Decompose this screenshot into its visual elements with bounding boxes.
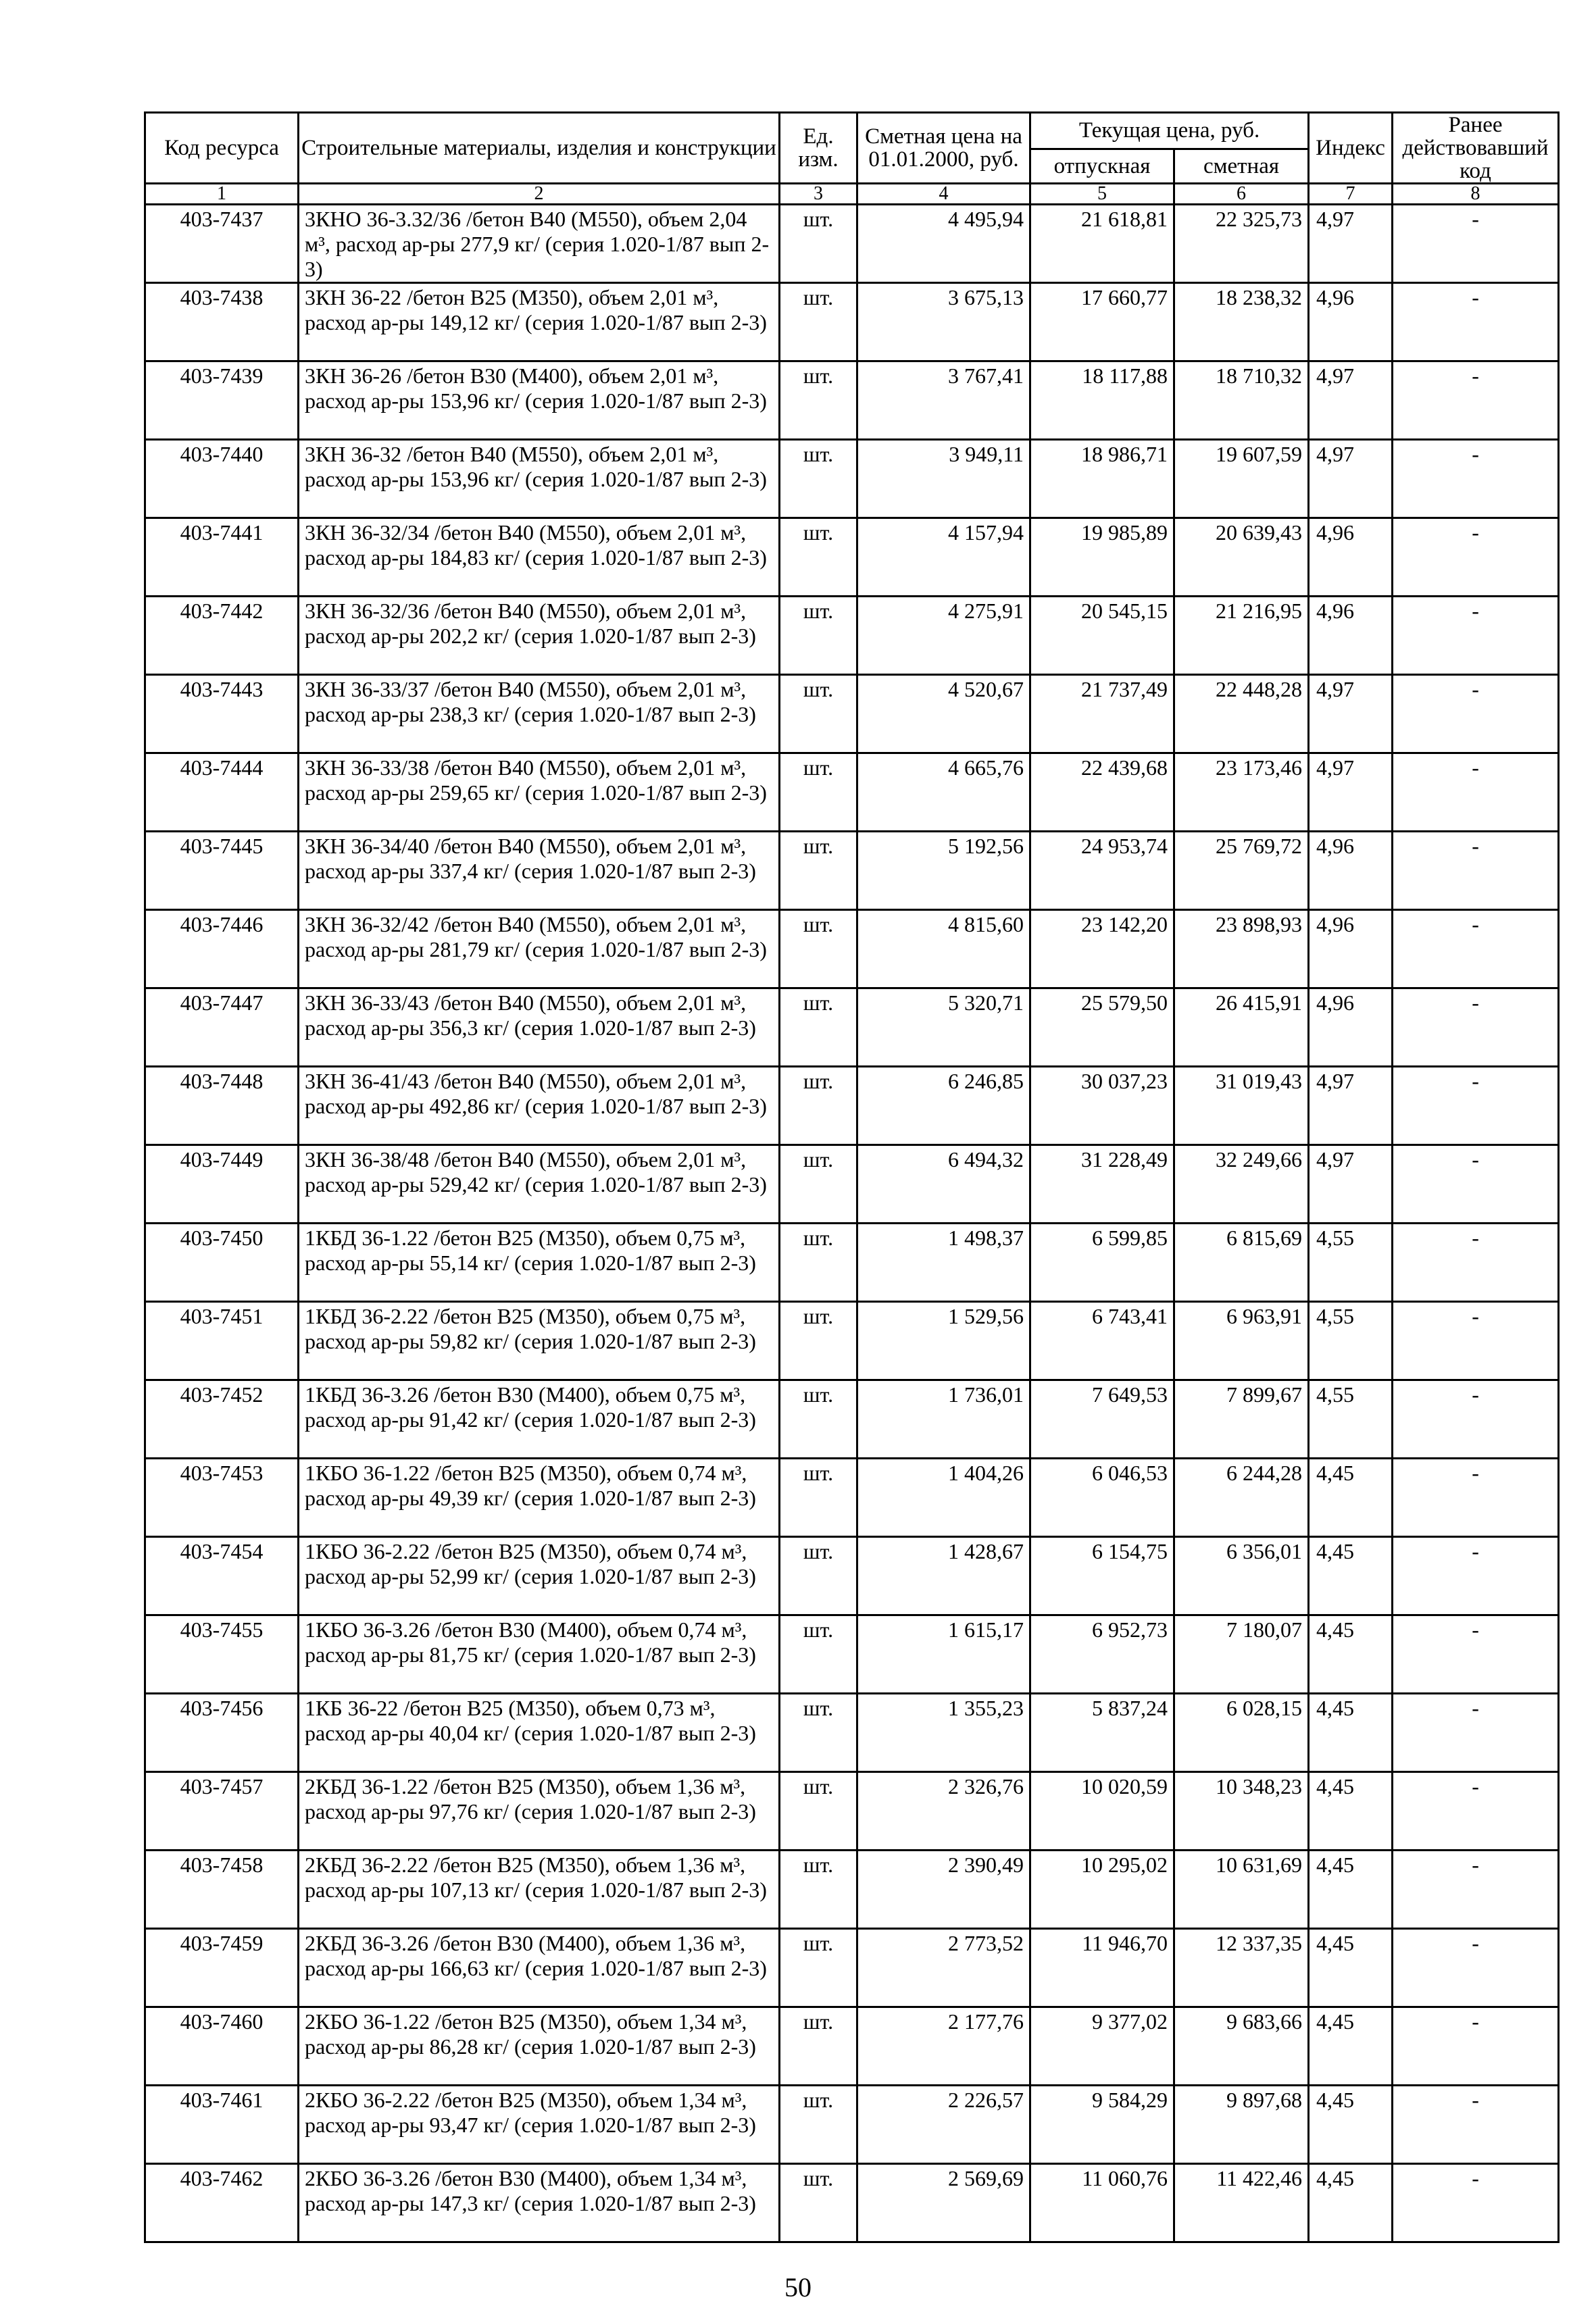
base-price-cell: 1 404,26 (857, 1459, 1030, 1537)
unit-cell: шт. (780, 910, 857, 988)
column-number: 5 (1030, 184, 1174, 205)
base-price-cell: 2 177,76 (857, 2007, 1030, 2086)
material-description-cell: 3КН 36-32 /бетон В40 (М550), объем 2,01 м³, расход ар-ры 153,96 кг/ (серия 1.020-1/87 вып 2-3) (299, 440, 780, 518)
table-row (145, 1224, 1559, 1302)
index-cell: 4,96 (1309, 283, 1393, 361)
index-cell: 4,96 (1309, 518, 1393, 597)
resource-code-cell: 403-7458 (145, 1851, 299, 1929)
estimate-price-cell: 7 180,07 (1174, 1615, 1309, 1694)
material-description-cell: 2КБД 36-3.26 /бетон В30 (М400), объем 1,36 м³, расход ар-ры 166,63 кг/ (серия 1.020-1/87 вып 2-3) (299, 1929, 780, 2007)
previous-code-cell: - (1393, 988, 1559, 1067)
release-price-cell: 5 837,24 (1030, 1694, 1174, 1772)
previous-code-cell: - (1393, 1537, 1559, 1615)
previous-code-cell: - (1393, 2164, 1559, 2242)
resource-code-cell: 403-7462 (145, 2164, 299, 2242)
estimate-price-cell: 26 415,91 (1174, 988, 1309, 1067)
estimate-price-cell: 7 899,67 (1174, 1380, 1309, 1459)
previous-code-cell: - (1393, 1145, 1559, 1224)
previous-code-cell: - (1393, 1067, 1559, 1145)
base-price-cell: 5 320,71 (857, 988, 1030, 1067)
index-cell: 4,45 (1309, 1615, 1393, 1694)
material-description-cell: 3КН 36-34/40 /бетон В40 (М550), объем 2,01 м³, расход ар-ры 337,4 кг/ (серия 1.020-1/87 вып 2-3) (299, 832, 780, 910)
estimate-price-cell: 9 683,66 (1174, 2007, 1309, 2086)
index-cell: 4,45 (1309, 1929, 1393, 2007)
column-number-row (145, 184, 1559, 205)
unit-cell: шт. (780, 1929, 857, 2007)
release-price-cell: 6 154,75 (1030, 1537, 1174, 1615)
index-cell: 4,97 (1309, 753, 1393, 832)
unit-cell: шт. (780, 2164, 857, 2242)
previous-code-cell: - (1393, 753, 1559, 832)
material-description-cell: 1КБД 36-1.22 /бетон В25 (М350), объем 0,75 м³, расход ар-ры 55,14 кг/ (серия 1.020-1/87 вып 2-3) (299, 1224, 780, 1302)
resource-code-cell: 403-7460 (145, 2007, 299, 2086)
estimate-price-cell: 18 710,32 (1174, 361, 1309, 440)
resource-code-cell: 403-7454 (145, 1537, 299, 1615)
resource-code-cell: 403-7438 (145, 283, 299, 361)
release-price-cell: 6 743,41 (1030, 1302, 1174, 1380)
column-number: 3 (780, 184, 857, 205)
table-row (145, 1380, 1559, 1459)
estimate-price-cell: 6 356,01 (1174, 1537, 1309, 1615)
header-unit: Ед. изм. (780, 113, 857, 184)
estimate-price-cell: 22 325,73 (1174, 205, 1309, 283)
page-number: 50 (784, 2272, 812, 2303)
header-materials: Строительные материалы, изделия и конструкции (299, 113, 780, 184)
resource-code-cell: 403-7442 (145, 597, 299, 675)
index-cell: 4,96 (1309, 988, 1393, 1067)
previous-code-cell: - (1393, 1380, 1559, 1459)
estimate-price-cell: 6 815,69 (1174, 1224, 1309, 1302)
estimate-price-cell: 21 216,95 (1174, 597, 1309, 675)
column-number: 2 (299, 184, 780, 205)
table-body (145, 205, 1559, 2242)
estimate-price-cell: 25 769,72 (1174, 832, 1309, 910)
base-price-cell: 4 520,67 (857, 675, 1030, 753)
unit-cell: шт. (780, 1459, 857, 1537)
unit-cell: шт. (780, 518, 857, 597)
index-cell: 4,96 (1309, 910, 1393, 988)
unit-cell: шт. (780, 1067, 857, 1145)
table-row (145, 675, 1559, 753)
material-description-cell: 1КБО 36-2.22 /бетон В25 (М350), объем 0,74 м³, расход ар-ры 52,99 кг/ (серия 1.020-1/87 вып 2-3) (299, 1537, 780, 1615)
base-price-cell: 1 736,01 (857, 1380, 1030, 1459)
table-row (145, 205, 1559, 283)
unit-cell: шт. (780, 988, 857, 1067)
resource-code-cell: 403-7444 (145, 753, 299, 832)
table-row (145, 753, 1559, 832)
release-price-cell: 22 439,68 (1030, 753, 1174, 832)
resource-code-cell: 403-7437 (145, 205, 299, 283)
resource-code-cell: 403-7461 (145, 2086, 299, 2164)
material-description-cell: 2КБО 36-2.22 /бетон В25 (М350), объем 1,34 м³, расход ар-ры 93,47 кг/ (серия 1.020-1/87 вып 2-3) (299, 2086, 780, 2164)
table-row (145, 1772, 1559, 1851)
estimate-price-cell: 6 963,91 (1174, 1302, 1309, 1380)
material-description-cell: 3КН 36-32/42 /бетон В40 (М550), объем 2,01 м³, расход ар-ры 281,79 кг/ (серия 1.020-1/87 вып 2-3) (299, 910, 780, 988)
release-price-cell: 24 953,74 (1030, 832, 1174, 910)
base-price-cell: 2 326,76 (857, 1772, 1030, 1851)
estimate-price-cell: 18 238,32 (1174, 283, 1309, 361)
previous-code-cell: - (1393, 1694, 1559, 1772)
unit-cell: шт. (780, 1302, 857, 1380)
release-price-cell: 11 946,70 (1030, 1929, 1174, 2007)
estimate-price-cell: 32 249,66 (1174, 1145, 1309, 1224)
material-description-cell: 2КБО 36-1.22 /бетон В25 (М350), объем 1,34 м³, расход ар-ры 86,28 кг/ (серия 1.020-1/87 вып 2-3) (299, 2007, 780, 2086)
estimate-price-cell: 6 028,15 (1174, 1694, 1309, 1772)
index-cell: 4,45 (1309, 1537, 1393, 1615)
unit-cell: шт. (780, 283, 857, 361)
unit-cell: шт. (780, 1772, 857, 1851)
resource-code-cell: 403-7449 (145, 1145, 299, 1224)
table-row (145, 910, 1559, 988)
previous-code-cell: - (1393, 597, 1559, 675)
estimate-price-cell: 20 639,43 (1174, 518, 1309, 597)
index-cell: 4,45 (1309, 2007, 1393, 2086)
column-number: 4 (857, 184, 1030, 205)
table-row (145, 1302, 1559, 1380)
material-description-cell: 3КНО 36-3.32/36 /бетон В40 (М550), объем 2,04 м³, расход ар-ры 277,9 кг/ (серия 1.020-1/87 вып 2-3) (299, 205, 780, 283)
index-cell: 4,97 (1309, 440, 1393, 518)
previous-code-cell: - (1393, 1929, 1559, 2007)
estimate-price-cell: 22 448,28 (1174, 675, 1309, 753)
previous-code-cell: - (1393, 283, 1559, 361)
table-row (145, 1459, 1559, 1537)
base-price-cell: 4 665,76 (857, 753, 1030, 832)
table-row (145, 1145, 1559, 1224)
previous-code-cell: - (1393, 1302, 1559, 1380)
unit-cell: шт. (780, 1145, 857, 1224)
header-current-price: Текущая цена, руб. (1030, 113, 1309, 149)
previous-code-cell: - (1393, 205, 1559, 283)
material-description-cell: 3КН 36-22 /бетон В25 (М350), объем 2,01 м³, расход ар-ры 149,12 кг/ (серия 1.020-1/87 вып 2-3) (299, 283, 780, 361)
price-table (144, 111, 1560, 2243)
unit-cell: шт. (780, 597, 857, 675)
table-row (145, 440, 1559, 518)
index-cell: 4,97 (1309, 205, 1393, 283)
index-cell: 4,55 (1309, 1224, 1393, 1302)
unit-cell: шт. (780, 1851, 857, 1929)
unit-cell: шт. (780, 1537, 857, 1615)
resource-code-cell: 403-7452 (145, 1380, 299, 1459)
previous-code-cell: - (1393, 518, 1559, 597)
previous-code-cell: - (1393, 440, 1559, 518)
material-description-cell: 3КН 36-26 /бетон В30 (М400), объем 2,01 м³, расход ар-ры 153,96 кг/ (серия 1.020-1/87 вып 2-3) (299, 361, 780, 440)
material-description-cell: 3КН 36-41/43 /бетон В40 (М550), объем 2,01 м³, расход ар-ры 492,86 кг/ (серия 1.020-1/87 вып 2-3) (299, 1067, 780, 1145)
previous-code-cell: - (1393, 832, 1559, 910)
resource-code-cell: 403-7443 (145, 675, 299, 753)
material-description-cell: 3КН 36-32/34 /бетон В40 (М550), объем 2,01 м³, расход ар-ры 184,83 кг/ (серия 1.020-1/87 вып 2-3) (299, 518, 780, 597)
previous-code-cell: - (1393, 2086, 1559, 2164)
release-price-cell: 30 037,23 (1030, 1067, 1174, 1145)
unit-cell: шт. (780, 1224, 857, 1302)
resource-code-cell: 403-7451 (145, 1302, 299, 1380)
release-price-cell: 6 952,73 (1030, 1615, 1174, 1694)
resource-code-cell: 403-7457 (145, 1772, 299, 1851)
index-cell: 4,97 (1309, 1145, 1393, 1224)
unit-cell: шт. (780, 2007, 857, 2086)
base-price-cell: 3 767,41 (857, 361, 1030, 440)
resource-code-cell: 403-7446 (145, 910, 299, 988)
base-price-cell: 1 615,17 (857, 1615, 1030, 1694)
table-row (145, 361, 1559, 440)
material-description-cell: 2КБД 36-1.22 /бетон В25 (М350), объем 1,36 м³, расход ар-ры 97,76 кг/ (серия 1.020-1/87 вып 2-3) (299, 1772, 780, 1851)
base-price-cell: 2 569,69 (857, 2164, 1030, 2242)
table-row (145, 597, 1559, 675)
previous-code-cell: - (1393, 910, 1559, 988)
release-price-cell: 9 584,29 (1030, 2086, 1174, 2164)
material-description-cell: 3КН 36-33/43 /бетон В40 (М550), объем 2,01 м³, расход ар-ры 356,3 кг/ (серия 1.020-1/87 вып 2-3) (299, 988, 780, 1067)
index-cell: 4,45 (1309, 1851, 1393, 1929)
resource-code-cell: 403-7440 (145, 440, 299, 518)
index-cell: 4,45 (1309, 2086, 1393, 2164)
header-base-price: Сметная цена на 01.01.2000, руб. (857, 113, 1030, 184)
release-price-cell: 18 986,71 (1030, 440, 1174, 518)
table-row (145, 1615, 1559, 1694)
material-description-cell: 2КБО 36-3.26 /бетон В30 (М400), объем 1,34 м³, расход ар-ры 147,3 кг/ (серия 1.020-1/87 вып 2-3) (299, 2164, 780, 2242)
release-price-cell: 19 985,89 (1030, 518, 1174, 597)
base-price-cell: 2 390,49 (857, 1851, 1030, 1929)
table-row (145, 2164, 1559, 2242)
unit-cell: шт. (780, 361, 857, 440)
estimate-price-cell: 19 607,59 (1174, 440, 1309, 518)
material-description-cell: 3КН 36-33/38 /бетон В40 (М550), объем 2,01 м³, расход ар-ры 259,65 кг/ (серия 1.020-1/87 вып 2-3) (299, 753, 780, 832)
unit-cell: шт. (780, 753, 857, 832)
estimate-price-cell: 9 897,68 (1174, 2086, 1309, 2164)
column-number: 1 (145, 184, 299, 205)
release-price-cell: 18 117,88 (1030, 361, 1174, 440)
estimate-price-cell: 10 631,69 (1174, 1851, 1309, 1929)
release-price-cell: 10 295,02 (1030, 1851, 1174, 1929)
table-row (145, 518, 1559, 597)
release-price-cell: 21 737,49 (1030, 675, 1174, 753)
estimate-price-cell: 6 244,28 (1174, 1459, 1309, 1537)
table-row (145, 1929, 1559, 2007)
table-row (145, 1067, 1559, 1145)
index-cell: 4,55 (1309, 1380, 1393, 1459)
base-price-cell: 6 494,32 (857, 1145, 1030, 1224)
base-price-cell: 2 226,57 (857, 2086, 1030, 2164)
table-row (145, 1851, 1559, 1929)
table-row (145, 988, 1559, 1067)
table-row (145, 1537, 1559, 1615)
header-index: Индекс (1309, 113, 1393, 184)
unit-cell: шт. (780, 1694, 857, 1772)
column-number: 7 (1309, 184, 1393, 205)
base-price-cell: 1 529,56 (857, 1302, 1030, 1380)
index-cell: 4,55 (1309, 1302, 1393, 1380)
table-row (145, 2007, 1559, 2086)
release-price-cell: 31 228,49 (1030, 1145, 1174, 1224)
index-cell: 4,97 (1309, 1067, 1393, 1145)
previous-code-cell: - (1393, 2007, 1559, 2086)
release-price-cell: 23 142,20 (1030, 910, 1174, 988)
unit-cell: шт. (780, 1615, 857, 1694)
release-price-cell: 6 599,85 (1030, 1224, 1174, 1302)
index-cell: 4,96 (1309, 597, 1393, 675)
table-row (145, 283, 1559, 361)
resource-code-cell: 403-7448 (145, 1067, 299, 1145)
release-price-cell: 7 649,53 (1030, 1380, 1174, 1459)
release-price-cell: 6 046,53 (1030, 1459, 1174, 1537)
header-release-price: отпускная (1030, 149, 1174, 183)
index-cell: 4,45 (1309, 1459, 1393, 1537)
base-price-cell: 3 675,13 (857, 283, 1030, 361)
base-price-cell: 5 192,56 (857, 832, 1030, 910)
base-price-cell: 4 495,94 (857, 205, 1030, 283)
index-cell: 4,45 (1309, 2164, 1393, 2242)
base-price-cell: 4 275,91 (857, 597, 1030, 675)
unit-cell: шт. (780, 675, 857, 753)
resource-code-cell: 403-7445 (145, 832, 299, 910)
resource-code-cell: 403-7456 (145, 1694, 299, 1772)
material-description-cell: 1КБО 36-1.22 /бетон В25 (М350), объем 0,74 м³, расход ар-ры 49,39 кг/ (серия 1.020-1/87 вып 2-3) (299, 1459, 780, 1537)
index-cell: 4,45 (1309, 1772, 1393, 1851)
resource-code-cell: 403-7455 (145, 1615, 299, 1694)
resource-code-cell: 403-7450 (145, 1224, 299, 1302)
material-description-cell: 3КН 36-33/37 /бетон В40 (М550), объем 2,01 м³, расход ар-ры 238,3 кг/ (серия 1.020-1/87 вып 2-3) (299, 675, 780, 753)
material-description-cell: 1КБ 36-22 /бетон В25 (М350), объем 0,73 м³, расход ар-ры 40,04 кг/ (серия 1.020-1/87 вып 2-3) (299, 1694, 780, 1772)
release-price-cell: 11 060,76 (1030, 2164, 1174, 2242)
release-price-cell: 10 020,59 (1030, 1772, 1174, 1851)
base-price-cell: 3 949,11 (857, 440, 1030, 518)
previous-code-cell: - (1393, 1224, 1559, 1302)
release-price-cell: 17 660,77 (1030, 283, 1174, 361)
price-table-sheet (144, 111, 1557, 2243)
index-cell: 4,97 (1309, 361, 1393, 440)
index-cell: 4,45 (1309, 1694, 1393, 1772)
header-estimate-price: сметная (1174, 149, 1309, 183)
previous-code-cell: - (1393, 1615, 1559, 1694)
estimate-price-cell: 23 173,46 (1174, 753, 1309, 832)
header-previous-code: Ранее действовавший код (1393, 113, 1559, 184)
previous-code-cell: - (1393, 1851, 1559, 1929)
table-row (145, 2086, 1559, 2164)
resource-code-cell: 403-7439 (145, 361, 299, 440)
previous-code-cell: - (1393, 1772, 1559, 1851)
base-price-cell: 4 157,94 (857, 518, 1030, 597)
previous-code-cell: - (1393, 361, 1559, 440)
resource-code-cell: 403-7447 (145, 988, 299, 1067)
estimate-price-cell: 31 019,43 (1174, 1067, 1309, 1145)
material-description-cell: 2КБД 36-2.22 /бетон В25 (М350), объем 1,36 м³, расход ар-ры 107,13 кг/ (серия 1.020-1/87 вып 2-3) (299, 1851, 780, 1929)
unit-cell: шт. (780, 2086, 857, 2164)
unit-cell: шт. (780, 1380, 857, 1459)
base-price-cell: 2 773,52 (857, 1929, 1030, 2007)
header-resource-code: Код ресурса (145, 113, 299, 184)
material-description-cell: 1КБО 36-3.26 /бетон В30 (М400), объем 0,74 м³, расход ар-ры 81,75 кг/ (серия 1.020-1/87 вып 2-3) (299, 1615, 780, 1694)
estimate-price-cell: 12 337,35 (1174, 1929, 1309, 2007)
base-price-cell: 4 815,60 (857, 910, 1030, 988)
index-cell: 4,97 (1309, 675, 1393, 753)
column-number: 8 (1393, 184, 1559, 205)
release-price-cell: 20 545,15 (1030, 597, 1174, 675)
material-description-cell: 3КН 36-38/48 /бетон В40 (М550), объем 2,01 м³, расход ар-ры 529,42 кг/ (серия 1.020-1/87 вып 2-3) (299, 1145, 780, 1224)
estimate-price-cell: 10 348,23 (1174, 1772, 1309, 1851)
material-description-cell: 1КБД 36-3.26 /бетон В30 (М400), объем 0,75 м³, расход ар-ры 91,42 кг/ (серия 1.020-1/87 вып 2-3) (299, 1380, 780, 1459)
material-description-cell: 1КБД 36-2.22 /бетон В25 (М350), объем 0,75 м³, расход ар-ры 59,82 кг/ (серия 1.020-1/87 вып 2-3) (299, 1302, 780, 1380)
release-price-cell: 21 618,81 (1030, 205, 1174, 283)
base-price-cell: 1 428,67 (857, 1537, 1030, 1615)
estimate-price-cell: 11 422,46 (1174, 2164, 1309, 2242)
release-price-cell: 25 579,50 (1030, 988, 1174, 1067)
table-row (145, 832, 1559, 910)
index-cell: 4,96 (1309, 832, 1393, 910)
resource-code-cell: 403-7441 (145, 518, 299, 597)
table-row (145, 1694, 1559, 1772)
unit-cell: шт. (780, 205, 857, 283)
unit-cell: шт. (780, 832, 857, 910)
resource-code-cell: 403-7459 (145, 1929, 299, 2007)
previous-code-cell: - (1393, 1459, 1559, 1537)
unit-cell: шт. (780, 440, 857, 518)
base-price-cell: 6 246,85 (857, 1067, 1030, 1145)
material-description-cell: 3КН 36-32/36 /бетон В40 (М550), объем 2,01 м³, расход ар-ры 202,2 кг/ (серия 1.020-1/87 вып 2-3) (299, 597, 780, 675)
resource-code-cell: 403-7453 (145, 1459, 299, 1537)
base-price-cell: 1 498,37 (857, 1224, 1030, 1302)
release-price-cell: 9 377,02 (1030, 2007, 1174, 2086)
column-number: 6 (1174, 184, 1309, 205)
previous-code-cell: - (1393, 675, 1559, 753)
base-price-cell: 1 355,23 (857, 1694, 1030, 1772)
estimate-price-cell: 23 898,93 (1174, 910, 1309, 988)
